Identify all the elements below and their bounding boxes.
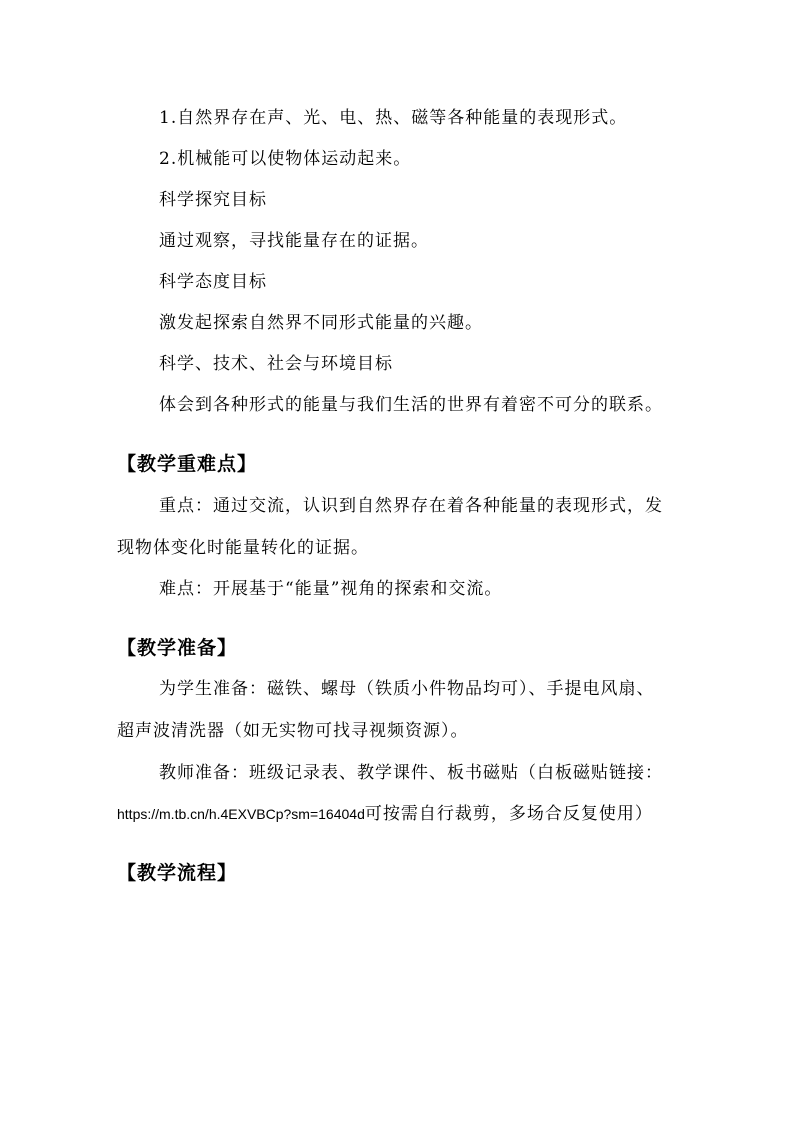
key-point-line-2: 现物体变化时能量转化的证据。	[117, 538, 369, 558]
student-preparation-line-2: 超声波清洗器（如无实物可找寻视频资源）。	[117, 721, 469, 741]
teacher-preparation-note: 可按需自行裁剪，多场合反复使用）	[364, 804, 653, 824]
sts-objective-text: 体会到各种形式的能量与我们生活的世界有着密不可分的联系。	[159, 395, 663, 415]
attitude-objective-heading: 科学态度目标	[159, 272, 267, 292]
magnet-link[interactable]: https://m.tb.cn/h.4EXVBCp?sm=16404d	[117, 806, 365, 822]
preparation-heading: 【教学准备】	[117, 637, 238, 659]
attitude-objective-text: 激发起探索自然界不同形式能量的兴趣。	[159, 313, 483, 333]
process-heading: 【教学流程】	[117, 862, 238, 884]
sts-objective-heading: 科学、技术、社会与环境目标	[159, 354, 393, 374]
key-points-heading: 【教学重难点】	[117, 453, 258, 475]
key-point-line-1: 重点：通过交流，认识到自然界存在着各种能量的表现形式，发	[159, 496, 663, 516]
knowledge-objective-1: 1.自然界存在声、光、电、热、磁等各种能量的表现形式。	[159, 108, 628, 128]
teacher-preparation-line-2	[117, 803, 653, 825]
teacher-preparation-line-1: 教师准备：班级记录表、教学课件、板书磁贴（白板磁贴链接：	[159, 763, 663, 783]
difficulty-line: 难点：开展基于“能量”视角的探索和交流。	[159, 579, 503, 599]
inquiry-objective-heading: 科学探究目标	[159, 190, 267, 210]
knowledge-objective-2: 2.机械能可以使物体运动起来。	[159, 149, 412, 169]
inquiry-objective-text: 通过观察，寻找能量存在的证据。	[159, 231, 429, 251]
student-preparation-line-1: 为学生准备：磁铁、螺母（铁质小件物品均可）、手提电风扇、	[159, 679, 655, 699]
